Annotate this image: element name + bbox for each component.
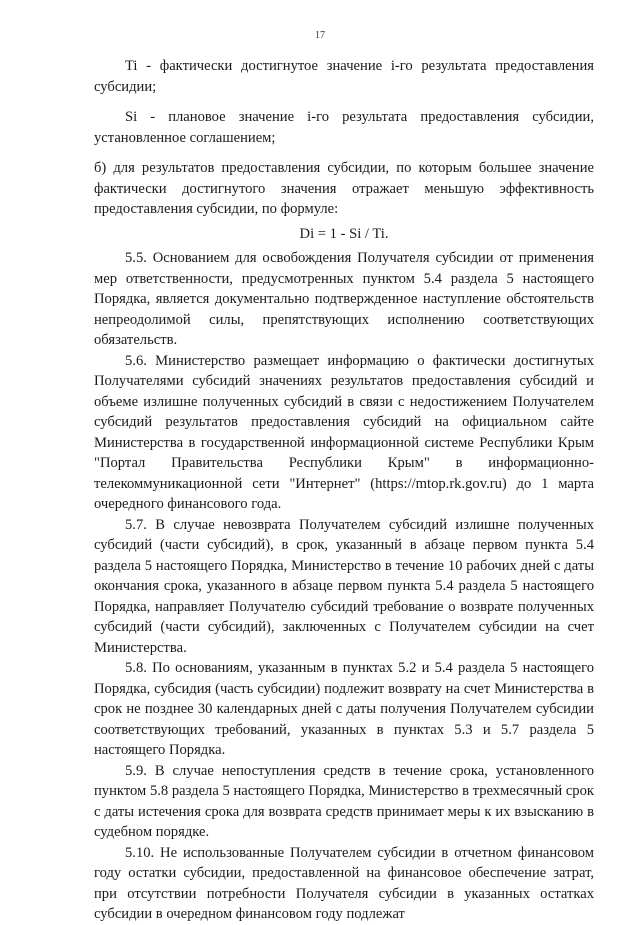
paragraph-5-9: 5.9. В случае непоступления средств в течение срока, установленного пунктом 5.8 раздела 5 настоящего Порядка, Министерство в трехмесячный срок с даты истечения срока для возврата средств принимает меры к их взысканию в судебном порядке. [94, 762, 594, 840]
paragraph-ti-definition: Ti - фактически достигнутое значение i-го результата предоставления субсидии; [94, 58, 594, 95]
paragraph-b: б) для результатов предоставления субсидии, по которым большее значение фактически достигнутого значения отражает меньшую эффективность предоставления субсидии, по формуле: [94, 160, 594, 217]
paragraph-5-10: 5.10. Не использованные Получателем субсидии в отчетном финансовом году остатки субсидии, предоставленной на финансовое обеспечение затрат, при отсутствии потребности Получателя субсидии в указанных остатках субсидии в очередном финансовом году подлежат [94, 844, 594, 922]
paragraph-5-5: 5.5. Основанием для освобождения Получателя субсидии от применения мер ответственности, предусмотренных пунктом 5.4 раздела 5 настоящего Порядка, является документально подтвержденное наступление обстоятельств непреодолимой силы, препятствующих исполнению соответствующих обязательств. [94, 250, 594, 348]
paragraph-5-8: 5.8. По основаниям, указанным в пунктах 5.2 и 5.4 раздела 5 настоящего Порядка, субсидия (часть субсидии) подлежит возврату на счет Министерства в срок не позднее 30 календарных дней с даты получения Получателем субсидии соответствующих требований, указанных в пунктах 5.3 и 5.7 раздела 5 настоящего Порядка. [94, 660, 594, 758]
paragraph-5-7: 5.7. В случае невозврата Получателем субсидий излишне полученных субсидий (части субсидий), в срок, указанный в абзаце первом пункта 5.4 раздела 5 настоящего Порядка, Министерство в течение 10 рабочих дней с даты окончания срока, указанного в абзаце первом пункта 5.4 раздела 5 настоящего Порядка, направляет Получателю субсидий требование о возврате полученных субсидий (части субсидий), заключенных с Получателем субсидии на счет Министерства. [94, 516, 594, 656]
document-body [94, 56, 594, 925]
page-number: 17 [315, 30, 325, 41]
formula: Di = 1 - Si / Ti. [299, 225, 389, 242]
paragraph-si-definition: Si - плановое значение i-го результата предоставления субсидии, установленное соглашением; [94, 109, 594, 146]
paragraph-5-6: 5.6. Министерство размещает информацию о фактически достигнутых Получателями субсидий значениях результатов предоставления субсидий и объеме излишне полученных субсидий в связи с недостижением Получателем субсидий результатов предоставления субсидий на официальном сайте Министерства в государственной информационной системе Республики Крым "Портал Правительства Республики Крым" в информационно-телекоммуникационной сети "Интернет" (https://mtop.rk.gov.ru) до 1 марта очередного финансового года. [94, 352, 594, 512]
